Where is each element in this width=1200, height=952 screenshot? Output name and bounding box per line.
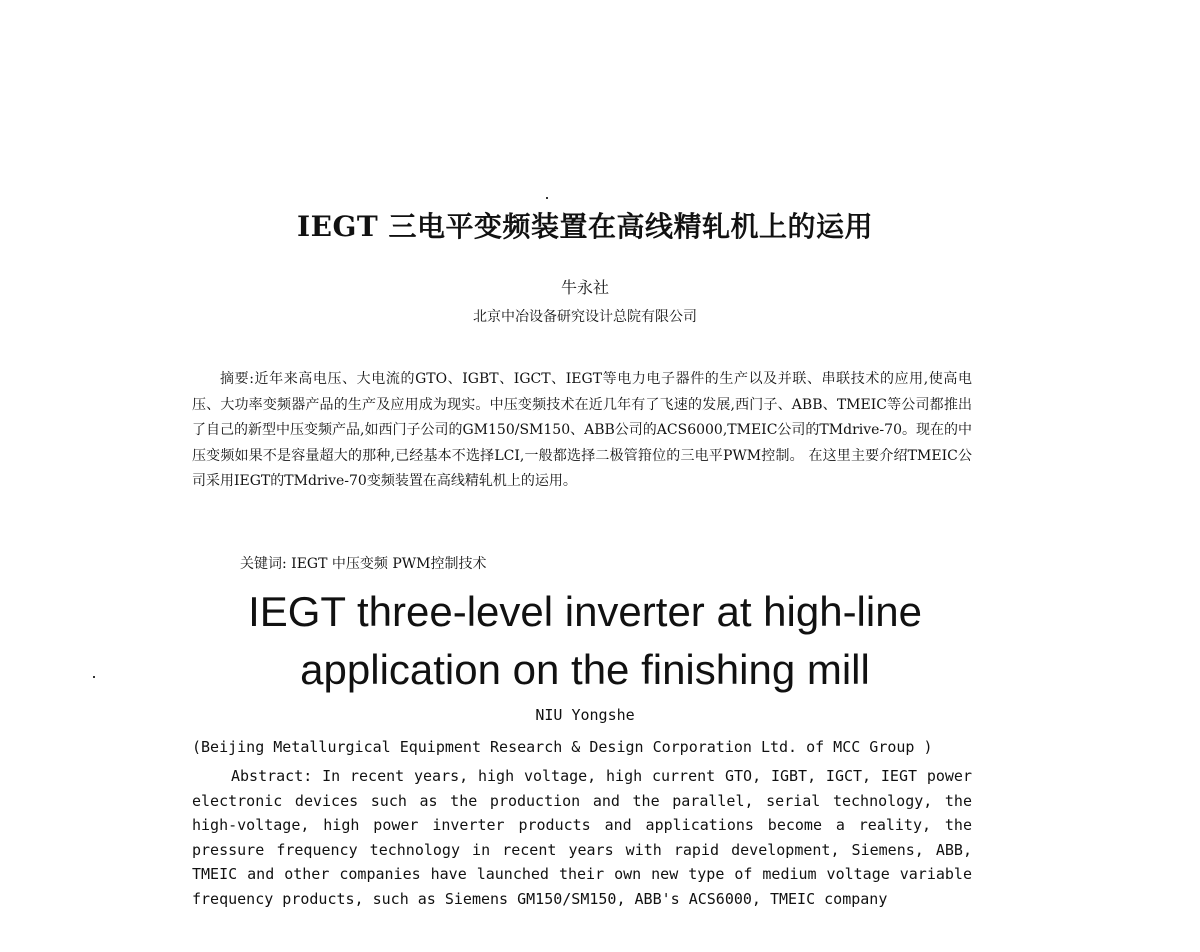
abstract-en-text: Abstract: In recent years, high voltage, high current GTO, IGBT, IGCT, IEGT power electronic devices such as the production and the parallel, serial technology, the high-voltage, high power inverter products and applications become a reality, the pressure frequency technology in recent years with rapid development, Siemens, ABB, TMEIC and other companies have launched their own new type of medium voltage variable frequency products, such as Siemens GM150/SM150, ABB's ACS6000, TMEIC company	[192, 767, 972, 908]
abstract-zh-text: 摘要:近年来高电压、大电流的GTO、IGBT、IGCT、IEGT等电力电子器件的生产以及并联、串联技术的应用,使高电压、大功率变频器产品的生产及应用成为现实。中压变频技术在近几年有了飞速的发展,西门子、ABB、TMEIC等公司都推出了自己的新型中压变频产品,如西门子公司的GM150/SM150、ABB公司的ACS6000,TMEIC公司的TMdrive-70。现在的中压变频如果不是容量超大的那种,已经基本不选择LCI,一般都选择二极管箝位的三电平PWM控制。 在这里主要介绍TMEIC公司采用IEGT的TMdrive-70变频装置在高线精轧机上的运用。	[192, 371, 972, 489]
keywords-zh: 关键词: IEGT 中压变频 PWM控制技术	[240, 556, 487, 572]
author-zh: 牛永社	[560, 278, 609, 297]
affiliation-zh: 北京中冶设备研究设计总院有限公司	[473, 309, 697, 325]
paper-title-en	[0, 583, 1170, 699]
paper-title-en-line2: application on the finishing mill	[300, 646, 870, 693]
author-en: NIU Yongshe	[535, 706, 635, 724]
abstract-zh	[192, 367, 972, 495]
paper-title-en-line1: IEGT three-level inverter at high-line	[248, 588, 922, 635]
scan-speck	[546, 197, 548, 199]
paper-title-zh: IEGT 三电平变频装置在高线精轧机上的运用	[297, 210, 873, 243]
abstract-en	[192, 764, 972, 911]
affiliation-en: (Beijing Metallurgical Equipment Research & Design Corporation Ltd. of MCC Group )	[192, 738, 933, 756]
